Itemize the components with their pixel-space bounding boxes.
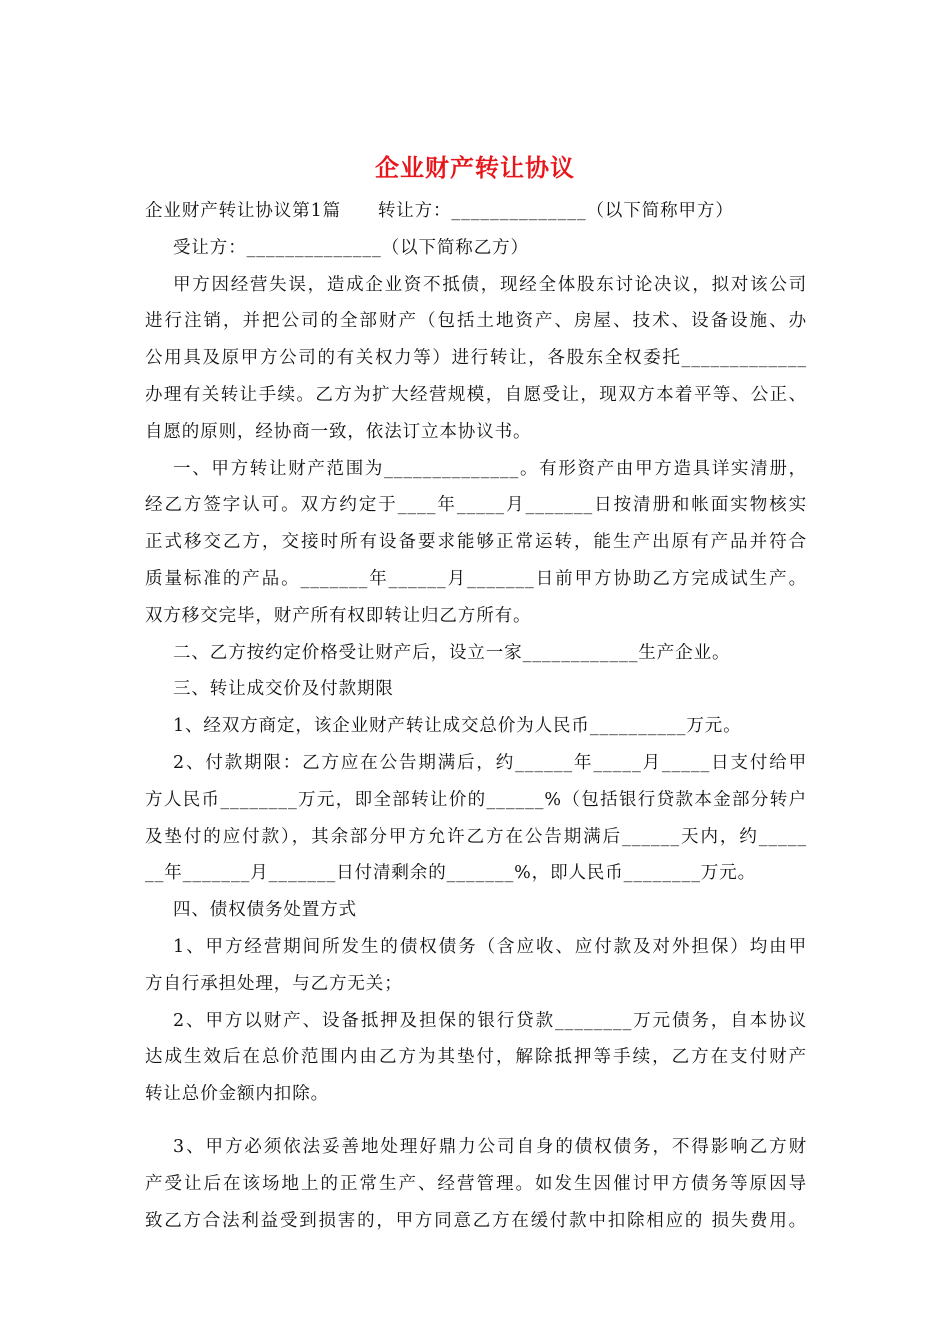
text-line: 经乙方签字认可。双方约定于____年_____月_______日按清册和帐面实物核实: [145, 495, 807, 516]
text-line: 方自行承担处理，与乙方无关；: [145, 973, 403, 994]
text-line: 办理有关转让手续。乙方为扩大经营规模，自愿受让，现双方本着平等、公正、: [145, 384, 807, 405]
text-line: 一、甲方转让财产范围为______________。有形资产由甲方造具详实清册，: [173, 458, 807, 479]
text-line: 企业财产转让协议第1篇 转让方：______________（以下简称甲方）: [145, 201, 734, 221]
document-body: [145, 193, 807, 1239]
text-line: 3、甲方必须依法妥善地处理好鼎力公司自身的债权债务，不得影响乙方财: [173, 1136, 807, 1157]
document-title: 企业财产转让协议: [375, 153, 575, 182]
text-line: 1、经双方商定，该企业财产转让成交总价为人民币__________万元。: [173, 716, 742, 737]
text-line: 及垫付的应付款），其余部分甲方允许乙方在公告期满后______天内，约_____: [145, 826, 807, 847]
text-line: 自愿的原则，经协商一致，依法订立本协议书。: [145, 421, 532, 442]
text-line: 达成生效后在总价范围内由乙方为其垫付，解除抵押等手续，乙方在支付财产: [145, 1047, 807, 1068]
text-line: 正式移交乙方，交接时所有设备要求能够正常运转，能生产出原有产品并符合: [145, 532, 807, 553]
text-line: 受让方：______________（以下简称乙方）: [173, 237, 529, 258]
text-line: 1、甲方经营期间所发生的债权债务（含应收、应付款及对外担保）均由甲: [173, 936, 807, 957]
text-line: 方人民币________万元，即全部转让价的______%（包括银行贷款本金部分转户: [145, 789, 807, 810]
text-line: 质量标准的产品。_______年______月_______日前甲方协助乙方完成试生产。: [145, 568, 807, 589]
text-line: 致乙方合法利益受到损害的，甲方同意乙方在缓付款中扣除相应的 损失费用。: [145, 1210, 807, 1231]
text-line: 转让总价金额内扣除。: [145, 1084, 329, 1105]
text-line: 三、转让成交价及付款期限: [173, 679, 394, 700]
text-line: 二、乙方按约定价格受让财产后，设立一家____________生产企业。: [173, 642, 731, 663]
text-line: 甲方因经营失误，造成企业资不抵债，现经全体股东讨论决议，拟对该公司: [173, 274, 807, 295]
text-line: 双方移交完毕，财产所有权即转让归乙方所有。: [145, 605, 532, 626]
paragraph-gap: [145, 1113, 807, 1129]
text-line: 2、甲方以财产、设备抵押及担保的银行贷款________万元债务，自本协议: [173, 1010, 807, 1031]
text-line: 公用具及原甲方公司的有关权力等）进行转让，各股东全权委托_____________: [145, 348, 807, 369]
text-line: 2、付款期限：乙方应在公告期满后，约______年_____月_____日支付给甲: [173, 752, 807, 773]
text-line: 产受让后在该场地上的正常生产、经营管理。如发生因催讨甲方债务等原因导: [145, 1173, 807, 1194]
text-line: 进行注销，并把公司的全部财产（包括土地资产、房屋、技术、设备设施、办: [145, 311, 807, 332]
text-line: 四、债权债务处置方式: [173, 900, 357, 921]
text-line: __年_______月_______日付清剩余的_______%，即人民币________万元。: [145, 863, 757, 884]
